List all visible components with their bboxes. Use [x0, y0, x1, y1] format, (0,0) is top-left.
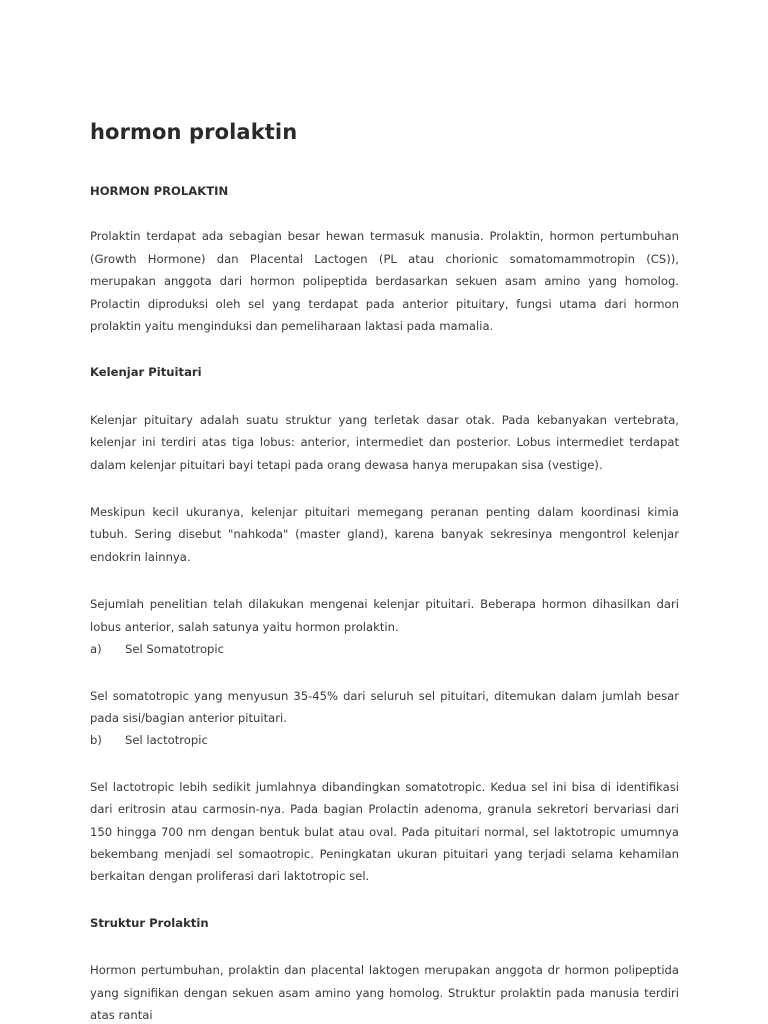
paragraph-pituitari-1: Kelenjar pituitary adalah suatu struktur yang terletak dasar otak. Pada kebanyakan vertebrata, kelenjar ini terdiri atas tiga lobus: anterior, intermediet dan posterior. Lobus intermediet terdapat dalam kelenjar pituitari bayi tetapi pada orang dewasa hanya merupakan sisa (vestige). — [90, 412, 679, 472]
paragraph-intro: Prolaktin terdapat ada sebagian besar hewan termasuk manusia. Prolaktin, hormon pertumbuhan (Growth Hormone) dan Placental Lactogen (PL atau chorionic somatomammotropin (CS)), merupakan anggota dari hormon polipeptida berdasarkan sekuen asam amino yang homolog. Prolactin diproduksi oleh sel yang terdapat pada anterior pituitary, fungsi utama dari hormon prolaktin yaitu menginduksi dan pemeliharaan laktasi pada mamalia. — [90, 229, 679, 334]
heading-struktur-prolaktin: Struktur Prolaktin — [90, 915, 209, 930]
paragraph-pituitari-3: Sejumlah penelitian telah dilakukan mengenai kelenjar pituitari. Beberapa hormon dihasilkan dari lobus anterior, salah satunya yaitu hormon prolaktin. — [90, 597, 679, 634]
list-item-a — [90, 638, 679, 660]
paragraph-somatotropic: Sel somatotropic yang menyusun 35-45% dari seluruh sel pituitari, ditemukan dalam jumlah besar pada sisi/bagian anterior pituitari. — [90, 688, 679, 725]
paragraph-pituitari-2: Meskipun kecil ukuranya, kelenjar pituitari memegang peranan penting dalam koordinasi kimia tubuh. Sering disebut "nahkoda" (master gland), karena banyak sekresinya mengontrol kelenjar endokrin lainnya. — [90, 505, 679, 564]
paragraph-struktur: Hormon pertumbuhan, prolaktin dan placental laktogen merupakan anggota dr hormon polipeptida yang signifikan dengan sekuen asam amino yang homolog. Struktur prolaktin pada manusia terdiri atas rantai — [90, 963, 679, 1022]
paragraph-lactotropic: Sel lactotropic lebih sedikit jumlahnya dibandingkan somatotropic. Kedua sel ini bisa di identifikasi dari eritrosin atau carmosin-nya. Pada bagian Prolactin adenoma, granula sekretori bervariasi dari 150 hingga 700 nm dengan bentuk bulat atau oval. Pada pituitari normal, sel laktotropic umumnya bekembang menjadi sel somaotropic. Peningkatan ukuran pituitari yang terjadi selama kehamilan berkaitan dengan proliferasi dari laktotropic sel. — [90, 779, 679, 884]
heading-kelenjar-pituitari: Kelenjar Pituitari — [90, 365, 202, 380]
document-title: hormon prolaktin — [90, 120, 298, 144]
list-item-a-label: Sel Somatotropic — [125, 642, 224, 657]
list-item-b-label: Sel lactotropic — [125, 733, 208, 748]
list-item-b — [90, 729, 679, 751]
list-item-b-marker: b) — [90, 733, 102, 748]
list-item-a-marker: a) — [90, 642, 102, 657]
heading-hormon-prolaktin: HORMON PROLAKTIN — [90, 184, 229, 198]
